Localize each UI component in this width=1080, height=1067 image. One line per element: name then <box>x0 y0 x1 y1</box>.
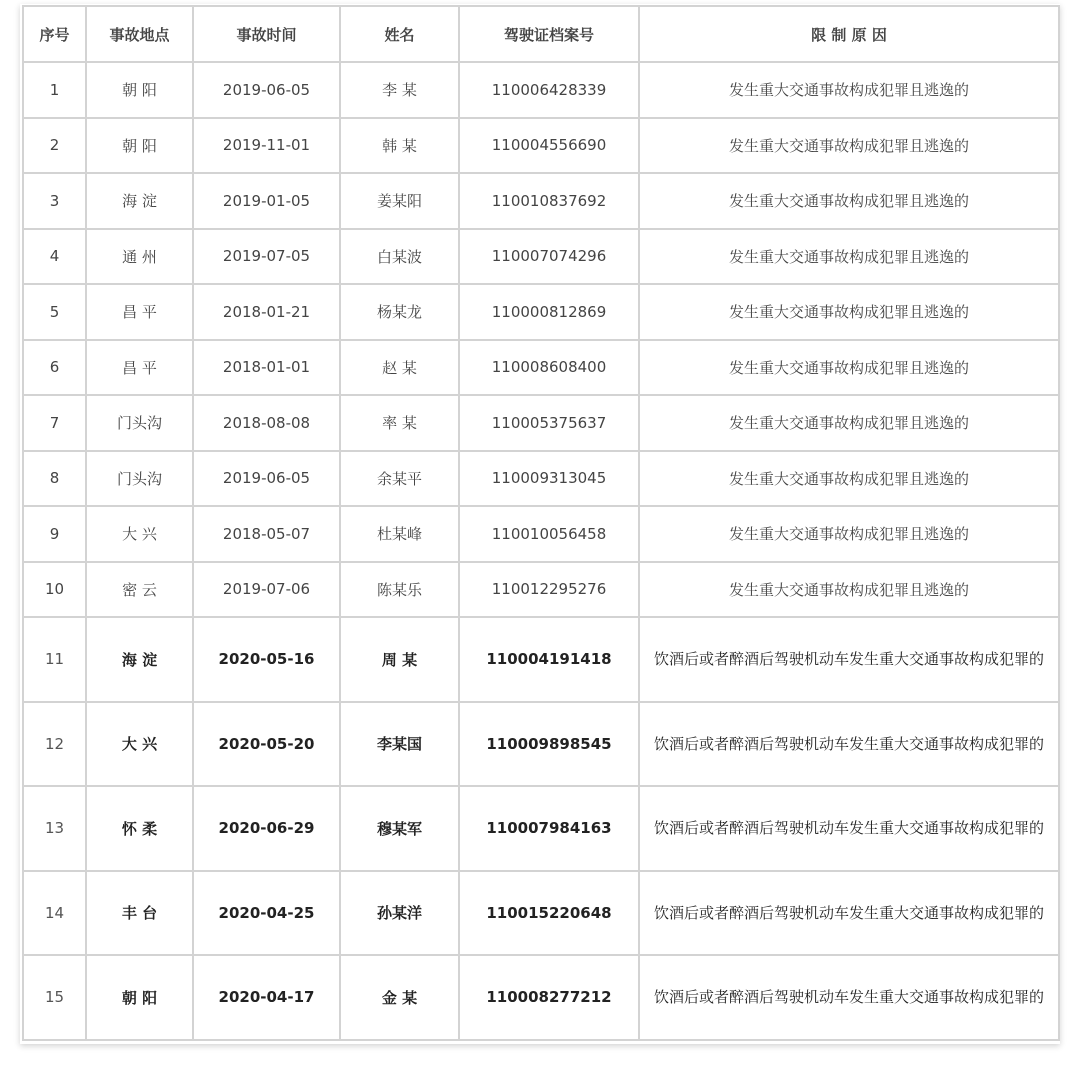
cell-license: 110006428339 <box>459 62 639 118</box>
cell-place: 朝 阳 <box>86 62 193 118</box>
cell-place: 昌 平 <box>86 284 193 340</box>
cell-license: 110010056458 <box>459 506 639 562</box>
cell-reason: 饮酒后或者醉酒后驾驶机动车发生重大交通事故构成犯罪的 <box>639 871 1059 956</box>
table-row <box>23 451 1059 507</box>
table-row <box>23 340 1059 396</box>
cell-no: 3 <box>23 173 86 229</box>
cell-name: 金 某 <box>340 955 459 1040</box>
cell-reason: 发生重大交通事故构成犯罪且逃逸的 <box>639 173 1059 229</box>
table-row <box>23 955 1059 1040</box>
cell-date: 2019-01-05 <box>193 173 340 229</box>
cell-name: 白某波 <box>340 229 459 285</box>
cell-name: 杜某峰 <box>340 506 459 562</box>
cell-no: 9 <box>23 506 86 562</box>
cell-place: 门头沟 <box>86 395 193 451</box>
cell-reason: 发生重大交通事故构成犯罪且逃逸的 <box>639 562 1059 618</box>
cell-date: 2020-04-17 <box>193 955 340 1040</box>
cell-place: 门头沟 <box>86 451 193 507</box>
cell-place: 丰 台 <box>86 871 193 956</box>
cell-name: 穆某军 <box>340 786 459 871</box>
cell-name: 姜某阳 <box>340 173 459 229</box>
table-row <box>23 702 1059 787</box>
cell-place: 大 兴 <box>86 702 193 787</box>
cell-no: 13 <box>23 786 86 871</box>
cell-name: 孙某洋 <box>340 871 459 956</box>
cell-license: 110008608400 <box>459 340 639 396</box>
cell-license: 110012295276 <box>459 562 639 618</box>
cell-date: 2020-05-16 <box>193 617 340 702</box>
cell-no: 14 <box>23 871 86 956</box>
cell-license: 110007074296 <box>459 229 639 285</box>
cell-date: 2019-06-05 <box>193 451 340 507</box>
header-name: 姓名 <box>340 6 459 62</box>
table-row <box>23 562 1059 618</box>
table-row <box>23 284 1059 340</box>
header-date: 事故时间 <box>193 6 340 62</box>
cell-no: 8 <box>23 451 86 507</box>
cell-place: 怀 柔 <box>86 786 193 871</box>
cell-reason: 发生重大交通事故构成犯罪且逃逸的 <box>639 118 1059 174</box>
cell-no: 7 <box>23 395 86 451</box>
table-row <box>23 871 1059 956</box>
cell-place: 海 淀 <box>86 617 193 702</box>
cell-date: 2018-08-08 <box>193 395 340 451</box>
cell-license: 110015220648 <box>459 871 639 956</box>
cell-license: 110000812869 <box>459 284 639 340</box>
cell-no: 2 <box>23 118 86 174</box>
cell-place: 大 兴 <box>86 506 193 562</box>
cell-name: 陈某乐 <box>340 562 459 618</box>
cell-date: 2018-05-07 <box>193 506 340 562</box>
cell-date: 2019-07-06 <box>193 562 340 618</box>
cell-name: 杨某龙 <box>340 284 459 340</box>
cell-reason: 饮酒后或者醉酒后驾驶机动车发生重大交通事故构成犯罪的 <box>639 702 1059 787</box>
cell-reason: 饮酒后或者醉酒后驾驶机动车发生重大交通事故构成犯罪的 <box>639 786 1059 871</box>
cell-date: 2018-01-01 <box>193 340 340 396</box>
cell-no: 1 <box>23 62 86 118</box>
cell-name: 余某平 <box>340 451 459 507</box>
restriction-table <box>22 5 1060 1041</box>
cell-no: 5 <box>23 284 86 340</box>
cell-name: 李某国 <box>340 702 459 787</box>
table-row <box>23 617 1059 702</box>
cell-no: 4 <box>23 229 86 285</box>
table-row <box>23 173 1059 229</box>
cell-reason: 发生重大交通事故构成犯罪且逃逸的 <box>639 340 1059 396</box>
cell-name: 周 某 <box>340 617 459 702</box>
cell-date: 2018-01-21 <box>193 284 340 340</box>
cell-place: 朝 阳 <box>86 118 193 174</box>
table-row <box>23 62 1059 118</box>
cell-place: 海 淀 <box>86 173 193 229</box>
cell-place: 昌 平 <box>86 340 193 396</box>
cell-reason: 发生重大交通事故构成犯罪且逃逸的 <box>639 284 1059 340</box>
table-row <box>23 118 1059 174</box>
cell-license: 110010837692 <box>459 173 639 229</box>
table-row <box>23 395 1059 451</box>
cell-place: 通 州 <box>86 229 193 285</box>
cell-license: 110004556690 <box>459 118 639 174</box>
cell-reason: 饮酒后或者醉酒后驾驶机动车发生重大交通事故构成犯罪的 <box>639 955 1059 1040</box>
cell-no: 10 <box>23 562 86 618</box>
cell-no: 6 <box>23 340 86 396</box>
cell-reason: 饮酒后或者醉酒后驾驶机动车发生重大交通事故构成犯罪的 <box>639 617 1059 702</box>
cell-reason: 发生重大交通事故构成犯罪且逃逸的 <box>639 395 1059 451</box>
cell-reason: 发生重大交通事故构成犯罪且逃逸的 <box>639 62 1059 118</box>
cell-reason: 发生重大交通事故构成犯罪且逃逸的 <box>639 229 1059 285</box>
cell-no: 15 <box>23 955 86 1040</box>
cell-place: 朝 阳 <box>86 955 193 1040</box>
cell-date: 2019-06-05 <box>193 62 340 118</box>
cell-license: 110007984163 <box>459 786 639 871</box>
cell-license: 110009898545 <box>459 702 639 787</box>
cell-name: 赵 某 <box>340 340 459 396</box>
table-row <box>23 506 1059 562</box>
cell-license: 110004191418 <box>459 617 639 702</box>
cell-name: 率 某 <box>340 395 459 451</box>
table-row <box>23 229 1059 285</box>
header-license: 驾驶证档案号 <box>459 6 639 62</box>
cell-date: 2019-07-05 <box>193 229 340 285</box>
cell-license: 110008277212 <box>459 955 639 1040</box>
header-no: 序号 <box>23 6 86 62</box>
cell-date: 2020-06-29 <box>193 786 340 871</box>
cell-no: 11 <box>23 617 86 702</box>
cell-no: 12 <box>23 702 86 787</box>
cell-name: 李 某 <box>340 62 459 118</box>
cell-date: 2020-04-25 <box>193 871 340 956</box>
cell-reason: 发生重大交通事故构成犯罪且逃逸的 <box>639 451 1059 507</box>
cell-license: 110009313045 <box>459 451 639 507</box>
cell-name: 韩 某 <box>340 118 459 174</box>
cell-reason: 发生重大交通事故构成犯罪且逃逸的 <box>639 506 1059 562</box>
cell-place: 密 云 <box>86 562 193 618</box>
header-place: 事故地点 <box>86 6 193 62</box>
table-row <box>23 786 1059 871</box>
cell-date: 2019-11-01 <box>193 118 340 174</box>
header-reason: 限 制 原 因 <box>639 6 1059 62</box>
header-row <box>23 6 1059 62</box>
cell-date: 2020-05-20 <box>193 702 340 787</box>
cell-license: 110005375637 <box>459 395 639 451</box>
